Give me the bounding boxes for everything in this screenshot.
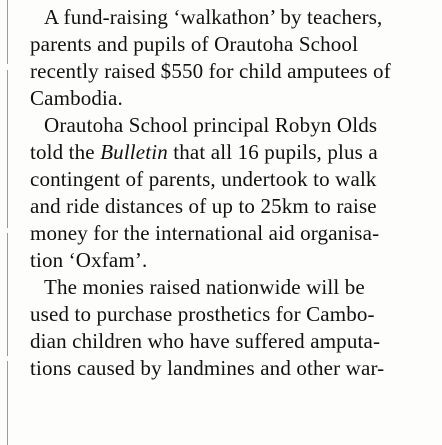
text-line: and ride distances of up to 25km to raise bbox=[30, 194, 377, 218]
text-line bbox=[30, 139, 440, 166]
text-line: A fund-raising ‘walkathon’ by teachers, bbox=[44, 5, 383, 29]
text-run: told the bbox=[30, 140, 101, 164]
text-line: recently raised $550 for child amputees of bbox=[30, 59, 391, 83]
text-line: parents and pupils of Orautoha School bbox=[30, 32, 359, 56]
text-line: money for the international aid organisa- bbox=[30, 221, 380, 245]
article-body bbox=[30, 4, 440, 382]
paragraph bbox=[30, 4, 440, 112]
text-line: dian children who have suffered amputa- bbox=[30, 329, 381, 353]
text-run: that all 16 pupils, plus a bbox=[167, 140, 378, 164]
text-line: used to purchase prosthetics for Cambo- bbox=[30, 302, 375, 326]
text-line: tions caused by landmines and other war- bbox=[30, 356, 385, 380]
text-line: Orautoha School principal Robyn Olds bbox=[44, 113, 378, 137]
text-line: contingent of parents, undertook to walk bbox=[30, 167, 377, 191]
column-rule-gap bbox=[5, 228, 10, 233]
text-line: tion ‘Oxfam’. bbox=[30, 248, 148, 272]
text-line: Cambodia. bbox=[30, 86, 123, 110]
column-rule-gap bbox=[5, 64, 10, 70]
paragraph bbox=[30, 274, 440, 382]
paragraph bbox=[30, 112, 440, 274]
text-line: The monies raised nationwide will be bbox=[44, 275, 365, 299]
publication-name: Bulletin bbox=[100, 140, 168, 164]
column-rule-gap bbox=[5, 356, 10, 361]
